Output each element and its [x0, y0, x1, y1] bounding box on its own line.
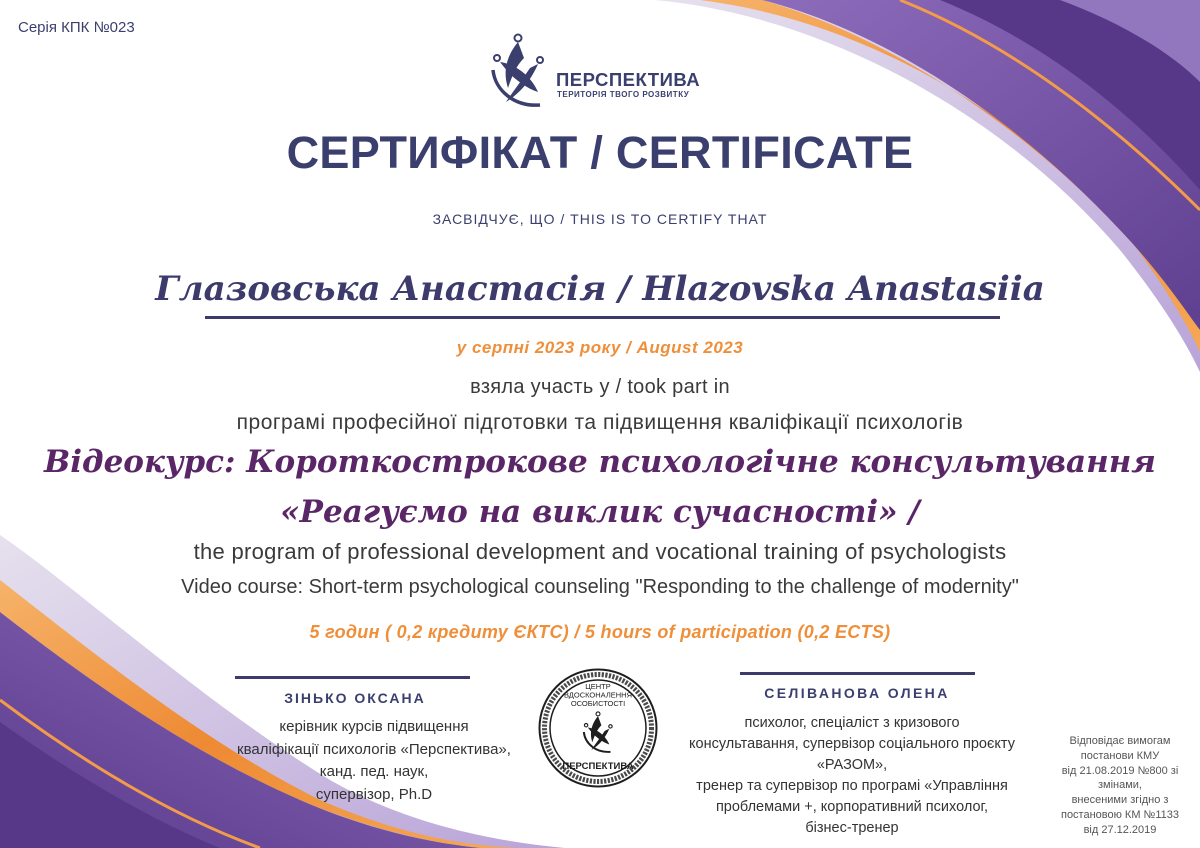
organization-seal [538, 668, 658, 788]
legal-note-line: Відповідає вимогам [1069, 735, 1171, 747]
signatory-right-line: «РАЗОМ», [816, 757, 888, 773]
perspektyva-logo-icon [488, 30, 548, 110]
legal-note-line: від 21.08.2019 №800 зі [1061, 764, 1179, 777]
participation-line: взяла участь у / took part in [470, 376, 730, 398]
signatory-right-line: проблемами +, корпоративний психолог, [715, 799, 989, 815]
logo-tagline: ТЕРИТОРІЯ ТВОГО РОЗВИТКУ [557, 90, 690, 99]
signatory-left-line: кваліфікації психологів «Перспектива», [237, 740, 511, 758]
legal-note-line: постановою КМ №1133 [1060, 808, 1180, 821]
signatory-right-line: тренер та супервізор по програмі «Управління [696, 778, 1008, 794]
logo-name: ПЕРСПЕКТИВА [556, 69, 701, 90]
program-en: the program of professional development and vocational training of psychologists [193, 539, 1007, 564]
signatory-name-right: СЕЛІВАНОВА ОЛЕНА [764, 685, 950, 701]
course-title-line2: «Реагуємо на виклик сучасності» / [280, 494, 920, 530]
seal-line: ЦЕНТР [585, 682, 611, 691]
seal-name: ПЕРСПЕКТИВА [562, 761, 634, 772]
legal-note-line: від 27.12.2019 [1083, 823, 1157, 836]
signature-line-right [740, 672, 975, 675]
signatory-right-line: консультавання, супервізор соціального проєкту [689, 736, 1015, 752]
name-underline [205, 316, 1000, 319]
legal-note-line: внесеними згідно з [1071, 794, 1169, 807]
signatory-name-left: ЗІНЬКО ОКСАНА [284, 690, 426, 706]
hours-credits: 5 годин ( 0,2 кредиту ЄКТС) / 5 hours of participation (0,2 ECTS) [309, 622, 891, 642]
signatory-right-line: бізнес-тренер [805, 820, 899, 836]
legal-note-line: змінами, [1097, 779, 1142, 792]
certify-line: ЗАСВІДЧУЄ, ЩО / THIS IS TO CERTIFY THAT [432, 211, 768, 227]
seal-line: ВДОСКОНАЛЕННЯ [563, 690, 633, 700]
series-number: Серія КПК №023 [18, 19, 135, 36]
signatory-right-line: психолог, спеціаліст з кризового [744, 715, 960, 731]
signatory-left-line: канд. пед. наук, [319, 763, 429, 781]
program-ua: програмі професійної підготовки та підвищення кваліфікації психологів [236, 411, 964, 434]
certificate-date: у серпні 2023 року / August 2023 [456, 338, 744, 357]
signature-line-left [235, 676, 470, 679]
signatory-details-right [652, 713, 1052, 839]
seal-line: ОСОБИСТОСТІ [570, 699, 626, 708]
legal-note [1048, 734, 1192, 838]
legal-note-line: постанови КМУ [1080, 749, 1160, 762]
course-en: Video course: Short-term psychological counseling "Responding to the challenge of modernity" [181, 576, 1019, 598]
signatory-left-line: керівник курсів підвищення [279, 718, 469, 735]
certificate-title: СЕРТИФІКАТ / CERTIFICATE [286, 127, 914, 178]
signatory-left-line: супервізор, Ph.D [315, 785, 433, 803]
recipient-name: Глазовська Анастасія / Hlazovska Anastasiia [155, 269, 1045, 309]
signatory-details-left [209, 716, 539, 806]
course-title-line1: Відеокурс: Короткострокове психологічне консультування [44, 444, 1156, 480]
